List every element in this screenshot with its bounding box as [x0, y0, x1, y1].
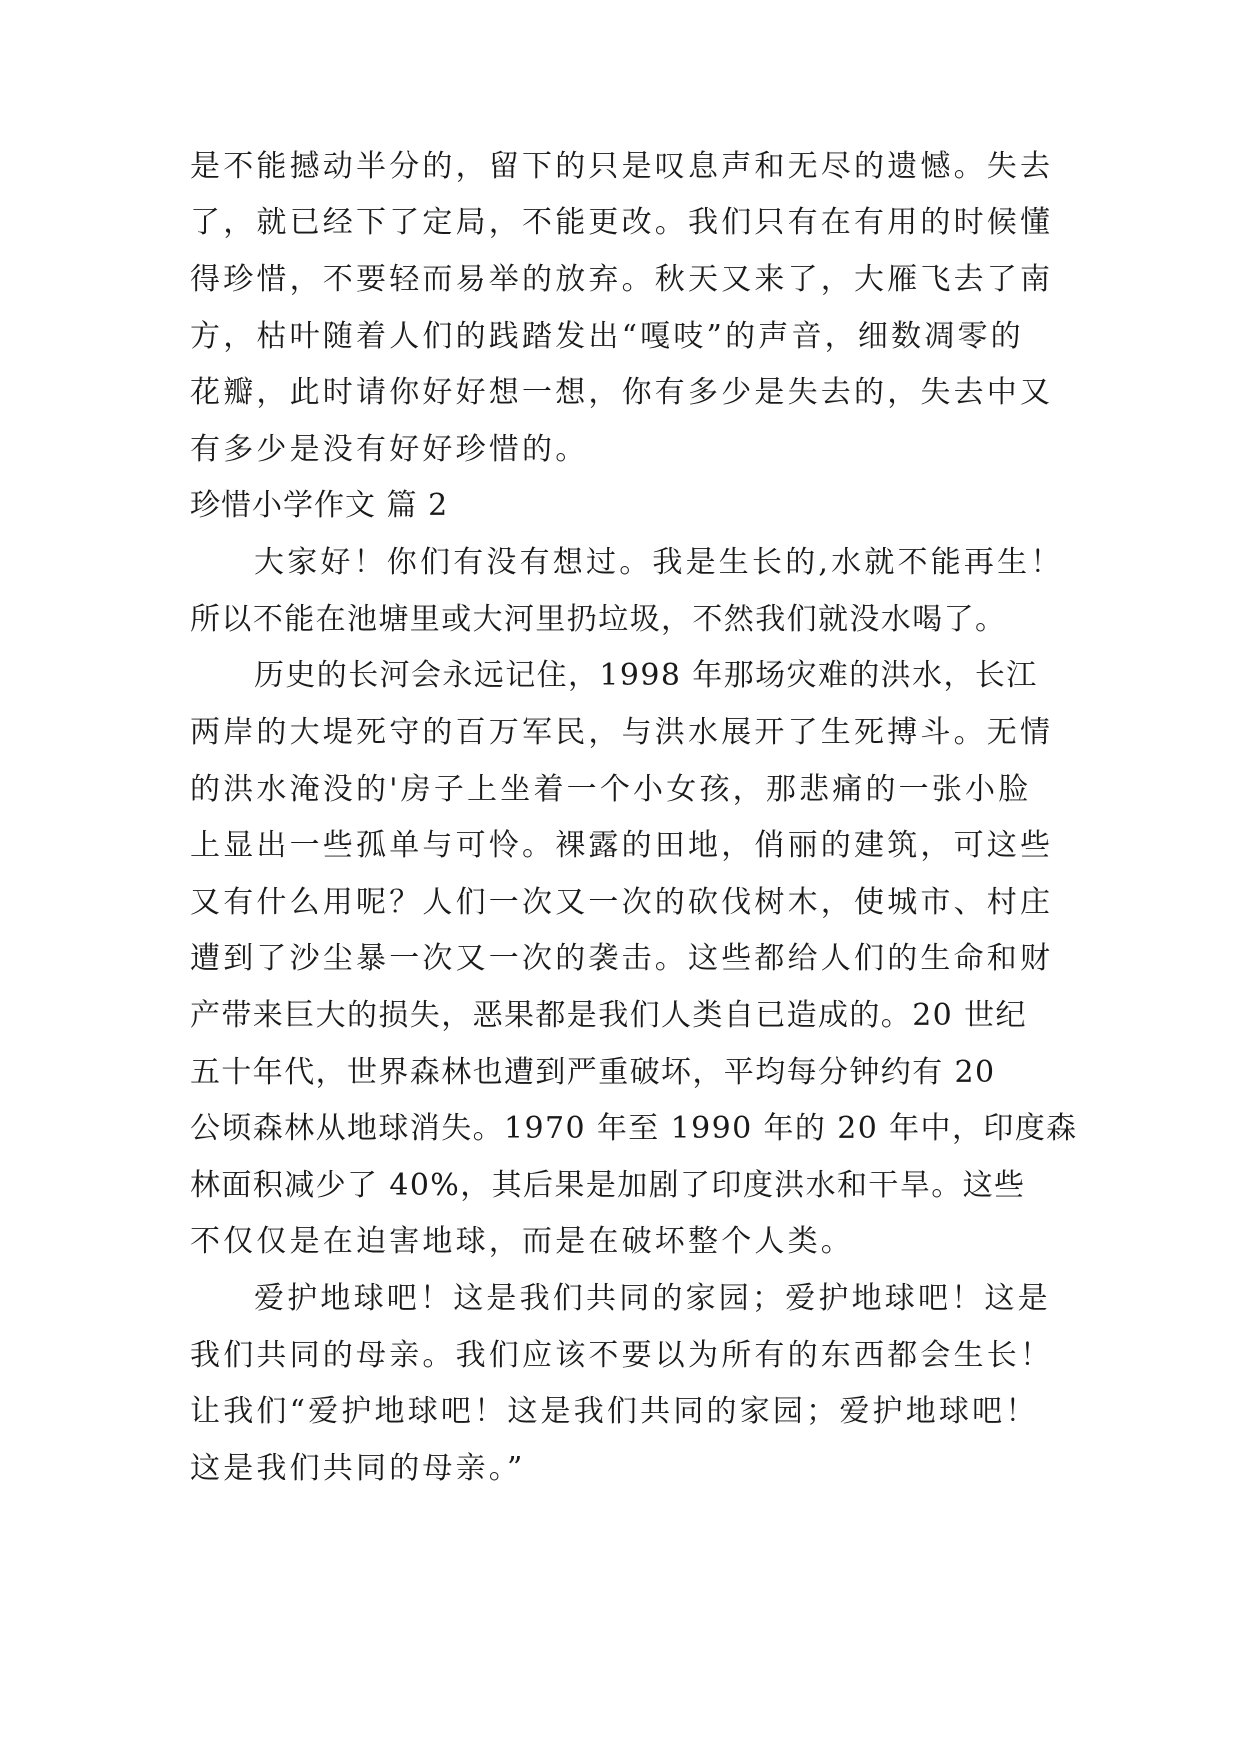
text-line: 遭到了沙尘暴一次又一次的袭击。这些都给人们的生命和财 — [190, 941, 1054, 976]
text-line: 有多少是没有好好珍惜的。 — [190, 432, 589, 467]
text-line: 不仅仅是在迫害地球，而是在破坏整个人类。 — [190, 1224, 854, 1259]
section-heading: 珍惜小学作文 篇 2 — [190, 488, 449, 523]
text-line: 林面积减少了 40%，其后果是加剧了印度洪水和干旱。这些 — [190, 1168, 1026, 1203]
text-line: 大家好！你们有没有想过。我是生长的,水就不能再生！ — [254, 545, 1064, 580]
text-line: 历史的长河会永远记住，1998 年那场灾难的洪水，长江 — [254, 658, 1038, 693]
text-line: 方，枯叶随着人们的践踏发出“嘎吱”的声音，细数凋零的 — [190, 319, 1024, 354]
text-line: 五十年代，世界森林也遭到严重破坏，平均每分钟约有 20 — [190, 1055, 996, 1090]
text-line: 得珍惜，不要轻而易举的放弃。秋天又来了，大雁飞去了南 — [190, 262, 1054, 297]
text-line: 让我们“爱护地球吧！这是我们共同的家园；爱护地球吧！ — [190, 1394, 1039, 1429]
text-line: 我们共同的母亲。我们应该不要以为所有的东西都会生长！ — [190, 1338, 1054, 1373]
text-line: 又有什么用呢？人们一次又一次的砍伐树木，使城市、村庄 — [190, 885, 1054, 920]
text-line: 所以不能在池塘里或大河里扔垃圾，不然我们就没水喝了。 — [190, 602, 1007, 637]
text-line: 公顷森林从地球消失。1970 年至 1990 年的 20 年中，印度森 — [190, 1111, 1078, 1146]
text-line: 产带来巨大的损失，恶果都是我们人类自已造成的。20 世纪 — [190, 998, 1027, 1033]
text-line: 了，就已经下了定局，不能更改。我们只有在有用的时候懂 — [190, 205, 1054, 240]
text-line: 的洪水淹没的'房子上坐着一个小女孩，那悲痛的一张小脸 — [190, 772, 1032, 807]
text-line: 花瓣，此时请你好好想一想，你有多少是失去的，失去中又 — [190, 375, 1054, 410]
text-line: 这是我们共同的母亲。” — [190, 1451, 526, 1486]
text-line: 是不能撼动半分的，留下的只是叹息声和无尽的遗憾。失去 — [190, 149, 1054, 184]
text-line: 上显出一些孤单与可怜。裸露的田地，俏丽的建筑，可这些 — [190, 828, 1054, 863]
text-line: 爱护地球吧！这是我们共同的家园；爱护地球吧！这是 — [254, 1281, 1051, 1316]
text-line: 两岸的大堤死守的百万军民，与洪水展开了生死搏斗。无情 — [190, 715, 1054, 750]
